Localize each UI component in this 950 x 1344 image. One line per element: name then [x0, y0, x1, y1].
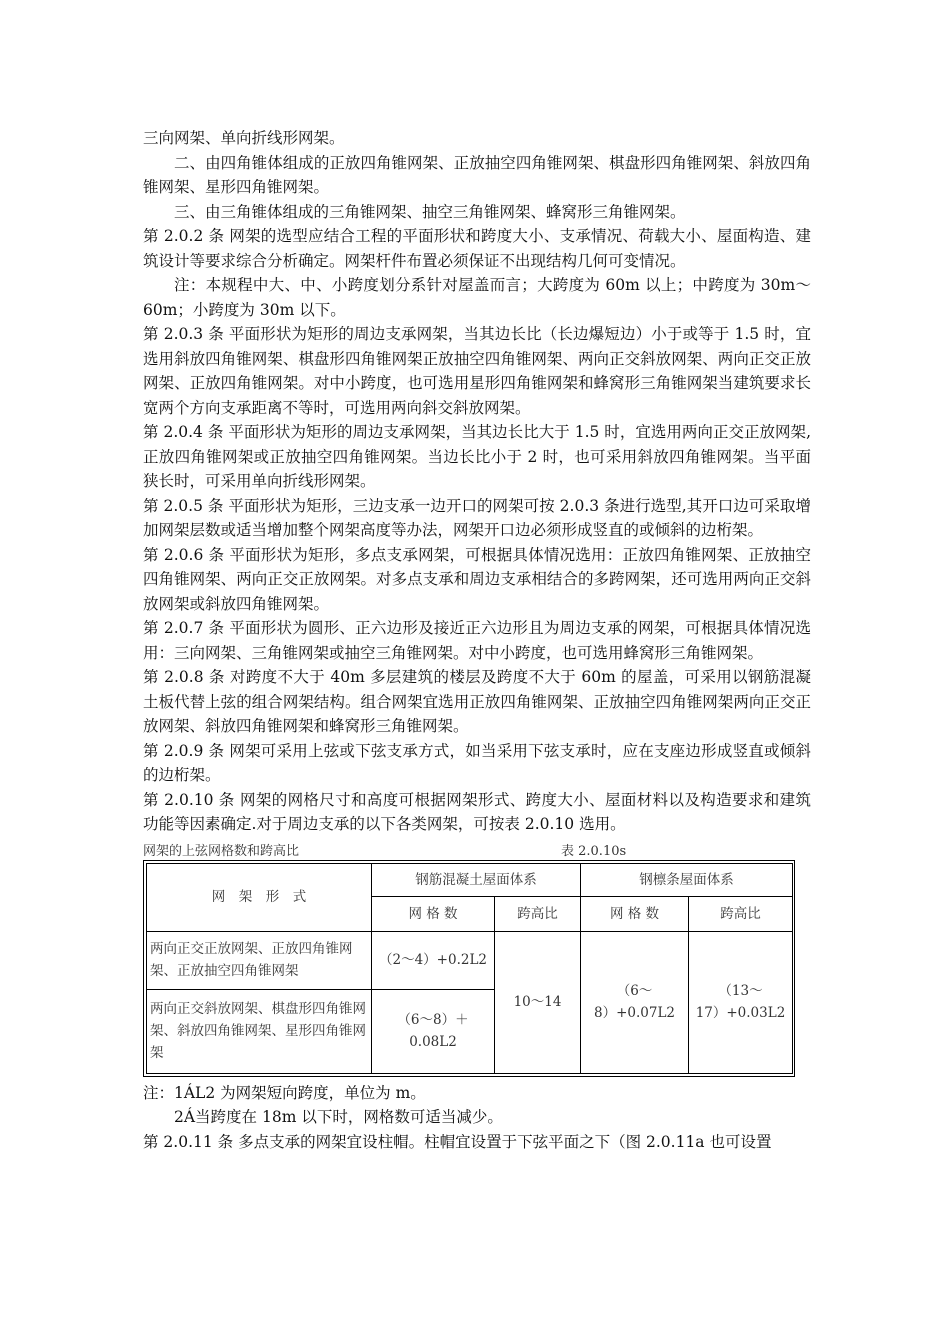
- grid-table-frame: [143, 860, 795, 1077]
- clause-2-0-9: 第 2.0.9 条 网架可采用上弦或下弦支承方式，如当采用下弦支承时，应在支座边形成竖直或倾斜的边桁架。: [143, 741, 811, 784]
- span-note: 注：本规程中大、中、小跨度划分系针对屋盖而言；大跨度为 60m 以上；中跨度为 30m～60m；小跨度为 30m 以下。: [143, 276, 811, 319]
- span-ratio-steel: （13～17）+0.03L2: [689, 931, 793, 1073]
- subheader-grid-count-1: 网 格 数: [372, 896, 495, 931]
- subheader-span-ratio-2: 跨高比: [689, 896, 793, 931]
- span-ratio-concrete: 10～14: [495, 931, 581, 1073]
- clause-2-0-11: 第 2.0.11 条 多点支承的网架宜设柱帽。柱帽宜设置于下弦平面之下（图 2.0.11a 也可设置: [143, 1132, 772, 1151]
- header-form: 网 架 形 式: [147, 863, 372, 931]
- subheader-grid-count-2: 网 格 数: [581, 896, 689, 931]
- clause-2-0-6: 第 2.0.6 条 平面形状为矩形，多点支承网架，可根据具体情况选用：正放四角锥网架、正放抽空四角锥网架、两向正交正放网架。对多点支承和周边支承相结合的多跨网架，还可选用两向正交斜放网架或斜放四角锥网架。: [143, 545, 811, 613]
- row1-grid-count: （2～4）+0.2L2: [372, 931, 495, 989]
- row2-grid-count: （6～8）＋0.08L2: [372, 989, 495, 1073]
- clause-2-0-10: 第 2.0.10 条 网架的网格尺寸和高度可根据网架形式、跨度大小、屋面材料以及构造要求和建筑功能等因素确定.对于周边支承的以下各类网架，可按表 2.0.10 选用。: [143, 790, 811, 833]
- table-title: 网架的上弦网格数和跨高比: [143, 843, 300, 859]
- header-concrete-roof: 钢筋混凝土屋面体系: [372, 863, 581, 896]
- grid-table: [146, 863, 793, 1074]
- grid-count-steel: （6～8）+0.07L2: [581, 931, 689, 1073]
- clause-2-0-8: 第 2.0.8 条 对跨度不大于 40m 多层建筑的楼层及跨度不大于 60m 的屋盖，可采用以钢筋混凝土板代替上弦的组合网架结构。组合网架宜选用正放四角锥网架、正放抽空四角锥网架两向正交正放网架、斜放四角锥网架和蜂窝形三角锥网架。: [143, 668, 811, 735]
- clause-2-0-7: 第 2.0.7 条 平面形状为圆形、正六边形及接近正六边形且为周边支承的网架，可根据具体情况选用：三向网架、三角锥网架或抽空三角锥网架。对中小跨度，也可选用蜂窝形三角锥网架。: [143, 619, 811, 662]
- table-caption: [143, 838, 811, 860]
- row2-form: 两向正交斜放网架、棋盘形四角锥网架、斜放四角锥网架、星形四角锥网架: [147, 989, 372, 1073]
- paragraph-0: 三向网架、单向折线形网架。: [143, 129, 345, 147]
- table-note-2: 2Á当跨度在 18m 以下时，网格数可适当减少。: [174, 1108, 503, 1126]
- paragraph-1: 二、由四角锥体组成的正放四角锥网架、正放抽空四角锥网架、棋盘形四角锥网架、斜放四角锥网架、星形四角锥网架。: [143, 153, 811, 196]
- document-page: [143, 126, 811, 1154]
- subheader-span-ratio-1: 跨高比: [495, 896, 581, 931]
- table-note-1: 注：1ÁL2 为网架短向跨度，单位为 m。: [143, 1083, 426, 1102]
- header-steel-purlin-roof: 钢檩条屋面体系: [581, 863, 793, 896]
- table-number: 表 2.0.10s: [561, 843, 627, 859]
- clause-2-0-3: 第 2.0.3 条 平面形状为矩形的周边支承网架，当其边长比（长边爆短边）小于或等于 1.5 时，宜选用斜放四角锥网架、棋盘形四角锥网架正放抽空四角锥网架、两向正交斜放网架、两向正交正放网架、正放四角锥网架。对中小跨度，也可选用星形四角锥网架和蜂窝形三角锥网架当建筑要求长宽两个方向支承距离不等时，可选用两向斜交斜放网架。: [143, 325, 811, 417]
- clause-2-0-2: 第 2.0.2 条 网架的选型应结合工程的平面形状和跨度大小、支承情况、荷载大小、屋面构造、建筑设计等要求综合分析确定。网架杆件布置必须保证不出现结构几何可变情况。: [143, 227, 811, 270]
- clause-2-0-4: 第 2.0.4 条 平面形状为矩形的周边支承网架，当其边长比大于 1.5 时，宜选用两向正交正放网架,正放四角锥网架或正放抽空四角锥网架。当边长比小于 2 时，也可采用斜放四角锥网架。当平面狭长时，可采用单向折线形网架。: [143, 423, 811, 490]
- row1-form: 两向正交正放网架、正放四角锥网架、正放抽空四角锥网架: [147, 931, 372, 989]
- paragraph-2: 三、由三角锥体组成的三角锥网架、抽空三角锥网架、蜂窝形三角锥网架。: [174, 202, 686, 221]
- clause-2-0-5: 第 2.0.5 条 平面形状为矩形，三边支承一边开口的网架可按 2.0.3 条进行选型,其开口边可采取增加网架层数或适当增加整个网架高度等办法，网架开口边必须形成竖直的或倾斜的边桁架。: [143, 496, 811, 539]
